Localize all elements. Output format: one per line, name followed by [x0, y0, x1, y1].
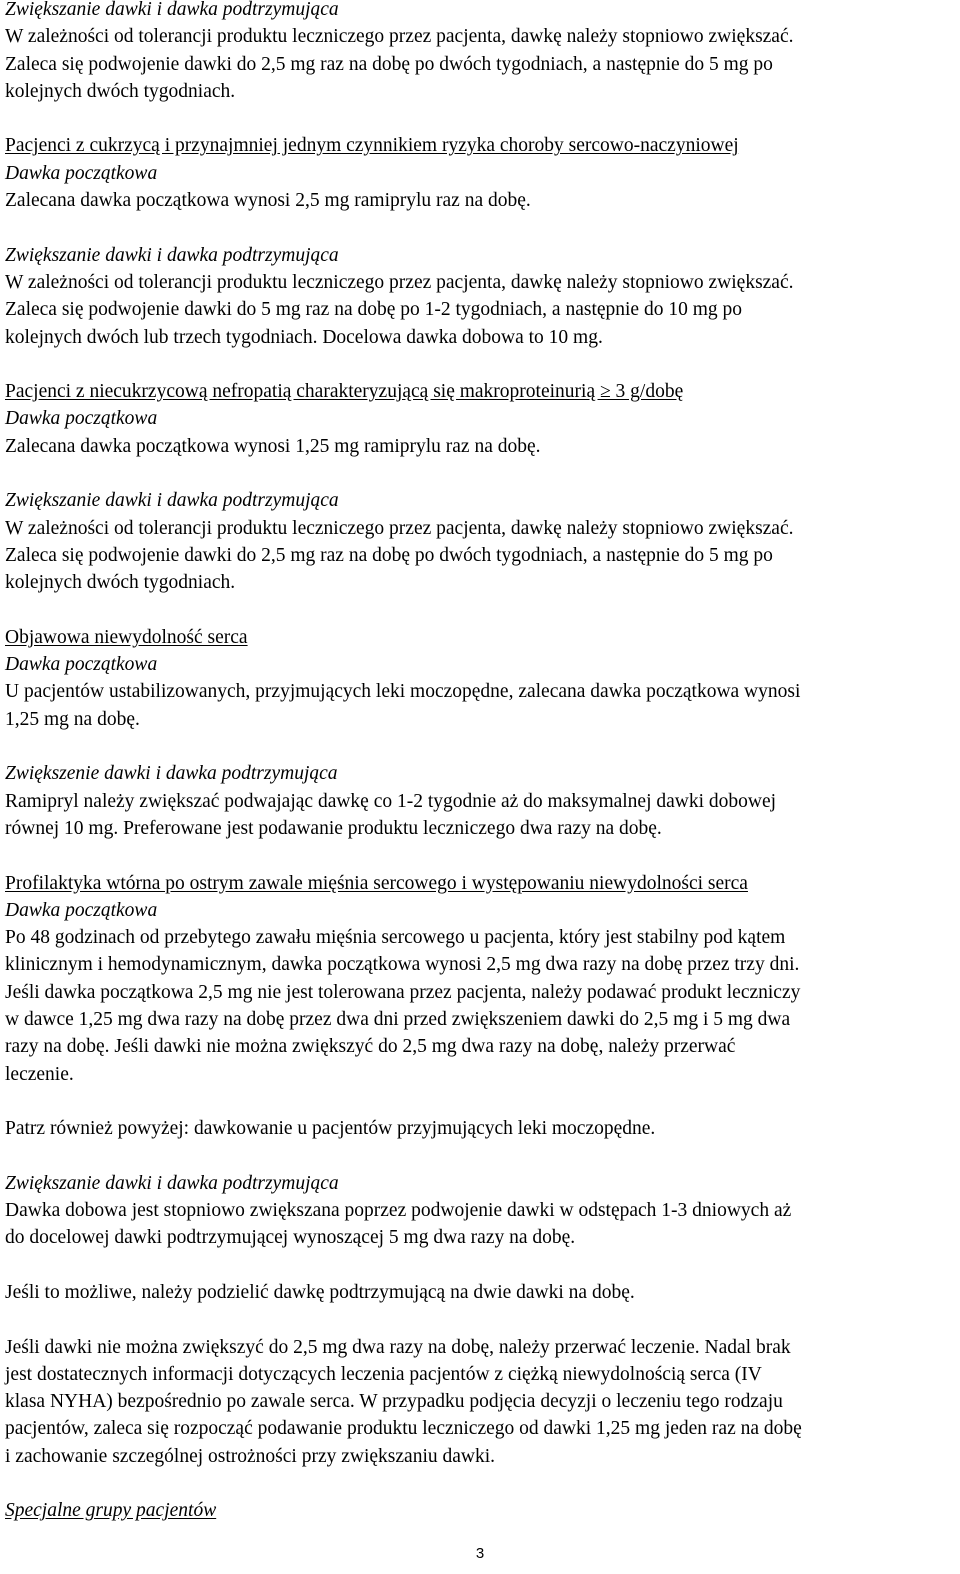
body-text-line: Zalecana dawka początkowa wynosi 1,25 mg ramiprylu raz na dobę. [5, 435, 541, 457]
text-section [5, 132, 955, 214]
body-text-line: leczenie. [5, 1063, 74, 1085]
subheading-line: Dawka początkowa [5, 654, 158, 676]
subheading-line: Dawka początkowa [5, 162, 158, 184]
subheading-line: Dawka początkowa [5, 899, 158, 921]
section-heading-line: Objawowa niewydolność serca [5, 626, 248, 648]
paragraph-gap [5, 105, 955, 132]
paragraph-gap [5, 460, 955, 487]
body-text-line: Jeśli dawki nie można zwiększyć do 2,5 mg dwa razy na dobę, należy przerwać leczenie. Nadal brak [5, 1336, 791, 1358]
body-text-line: klinicznym i hemodynamicznym, dawka początkowa wynosi 2,5 mg dwa razy na dobę przez trzy dni. [5, 954, 800, 976]
text-section [5, 242, 955, 351]
paragraph-gap [5, 733, 955, 760]
text-section [5, 624, 955, 733]
body-text-line: Dawka dobowa jest stopniowo zwiększana poprzez podwojenie dawki w odstępach 1-3 dniowych aż [5, 1200, 792, 1222]
text-section [5, 1170, 955, 1252]
text-section [5, 1497, 955, 1524]
body-text-line: jest dostatecznych informacji dotyczących leczenia pacjentów z ciężką niewydolnością serca (IV [5, 1363, 762, 1385]
paragraph-gap [5, 214, 955, 241]
section-heading-line: Pacjenci z niecukrzycową nefropatią charakteryzującą się makroproteinurią ≥ 3 g/dobę [5, 381, 684, 403]
section-heading-line: Profilaktyka wtórna po ostrym zawale mięśnia sercowego i występowaniu niewydolności serca [5, 872, 748, 894]
paragraph-gap [5, 351, 955, 378]
subheading-line: Zwiększanie dawki i dawka podtrzymująca [5, 1172, 339, 1194]
body-text-line: 1,25 mg na dobę. [5, 708, 140, 730]
paragraph-gap [5, 597, 955, 624]
body-text-line: Ramipryl należy zwiększać podwajając dawkę co 1-2 tygodnie aż do maksymalnej dawki dobowej [5, 790, 777, 812]
paragraph-gap [5, 1088, 955, 1115]
body-text-line: do docelowej dawki podtrzymującej wynoszącej 5 mg dwa razy na dobę. [5, 1227, 576, 1249]
body-text-line: razy na dobę. Jeśli dawki nie można zwiększyć do 2,5 mg dwa razy na dobę, należy przerwać [5, 1036, 736, 1058]
paragraph-gap [5, 1306, 955, 1333]
section-heading-line: Specjalne grupy pacjentów [5, 1500, 217, 1522]
body-text-line: w dawce 1,25 mg dwa razy na dobę przez dwa dni przed zwiększeniem dawki do 2,5 mg i 5 mg dwa [5, 1008, 791, 1030]
body-text-line: pacjentów, zaleca się rozpocząć podawanie produktu leczniczego od dawki 1,25 mg jeden raz na dobę [5, 1418, 802, 1440]
body-text-line: Zaleca się podwojenie dawki do 2,5 mg raz na dobę po dwóch tygodniach, a następnie do 5 mg po [5, 544, 773, 566]
body-text-line: Jeśli to możliwe, należy podzielić dawkę podtrzymującą na dwie dawki na dobę. [5, 1281, 635, 1303]
text-section [5, 378, 955, 460]
body-text-line: i zachowanie szczególnej ostrożności przy zwiększaniu dawki. [5, 1445, 496, 1467]
subheading-line: Dawka początkowa [5, 408, 158, 430]
body-text-line: W zależności od tolerancji produktu leczniczego przez pacjenta, dawkę należy stopniowo zwiększać. [5, 517, 794, 539]
paragraph-gap [5, 1142, 955, 1169]
body-text-line: równej 10 mg. Preferowane jest podawanie produktu leczniczego dwa razy na dobę. [5, 817, 662, 839]
body-text-line: Zaleca się podwojenie dawki do 5 mg raz na dobę po 1-2 tygodniach, a następnie do 10 mg po [5, 299, 743, 321]
text-section [5, 870, 955, 1088]
text-section [5, 1115, 955, 1142]
body-text-line: klasa NYHA) bezpośrednio po zawale serca. W przypadku podjęcia decyzji o leczeniu tego rodzaju [5, 1391, 783, 1413]
paragraph-gap [5, 1252, 955, 1279]
subheading-line: Zwiększanie dawki i dawka podtrzymująca [5, 244, 339, 266]
text-section [5, 1279, 955, 1306]
text-section [5, 760, 955, 842]
body-text-line: kolejnych dwóch tygodniach. [5, 572, 236, 594]
body-text-line: Po 48 godzinach od przebytego zawału mięśnia sercowego u pacjenta, który jest stabilny pod kątem [5, 927, 786, 949]
page-number: 3 [475, 1545, 485, 1562]
document-page [5, 0, 955, 1525]
body-text-line: W zależności od tolerancji produktu leczniczego przez pacjenta, dawkę należy stopniowo zwiększać. [5, 26, 794, 48]
body-text-line: Jeśli dawka początkowa 2,5 mg nie jest tolerowana przez pacjenta, należy podawać produkt leczniczy [5, 981, 801, 1003]
body-text-line: Zalecana dawka początkowa wynosi 2,5 mg ramiprylu raz na dobę. [5, 190, 531, 212]
section-heading-line: Pacjenci z cukrzycą i przynajmniej jednym czynnikiem ryzyka choroby sercowo-naczyniowej [5, 135, 739, 157]
body-text-line: Patrz również powyżej: dawkowanie u pacjentów przyjmujących leki moczopędne. [5, 1118, 656, 1140]
body-text-line: kolejnych dwóch tygodniach. [5, 80, 236, 102]
body-text-line: W zależności od tolerancji produktu leczniczego przez pacjenta, dawkę należy stopniowo zwiększać. [5, 271, 794, 293]
subheading-line: Zwiększenie dawki i dawka podtrzymująca [5, 763, 338, 785]
body-text-line: Zaleca się podwojenie dawki do 2,5 mg raz na dobę po dwóch tygodniach, a następnie do 5 mg po [5, 53, 773, 75]
subheading-line: Zwiększanie dawki i dawka podtrzymująca [5, 0, 339, 20]
text-section [5, 0, 955, 105]
paragraph-gap [5, 842, 955, 869]
text-section [5, 487, 955, 596]
body-text-line: kolejnych dwóch lub trzech tygodniach. Docelowa dawka dobowa to 10 mg. [5, 326, 603, 348]
paragraph-gap [5, 1470, 955, 1497]
subheading-line: Zwiększanie dawki i dawka podtrzymująca [5, 490, 339, 512]
text-section [5, 1334, 955, 1470]
body-text-line: U pacjentów ustabilizowanych, przyjmujących leki moczopędne, zalecana dawka początkowa wynosi [5, 681, 801, 703]
